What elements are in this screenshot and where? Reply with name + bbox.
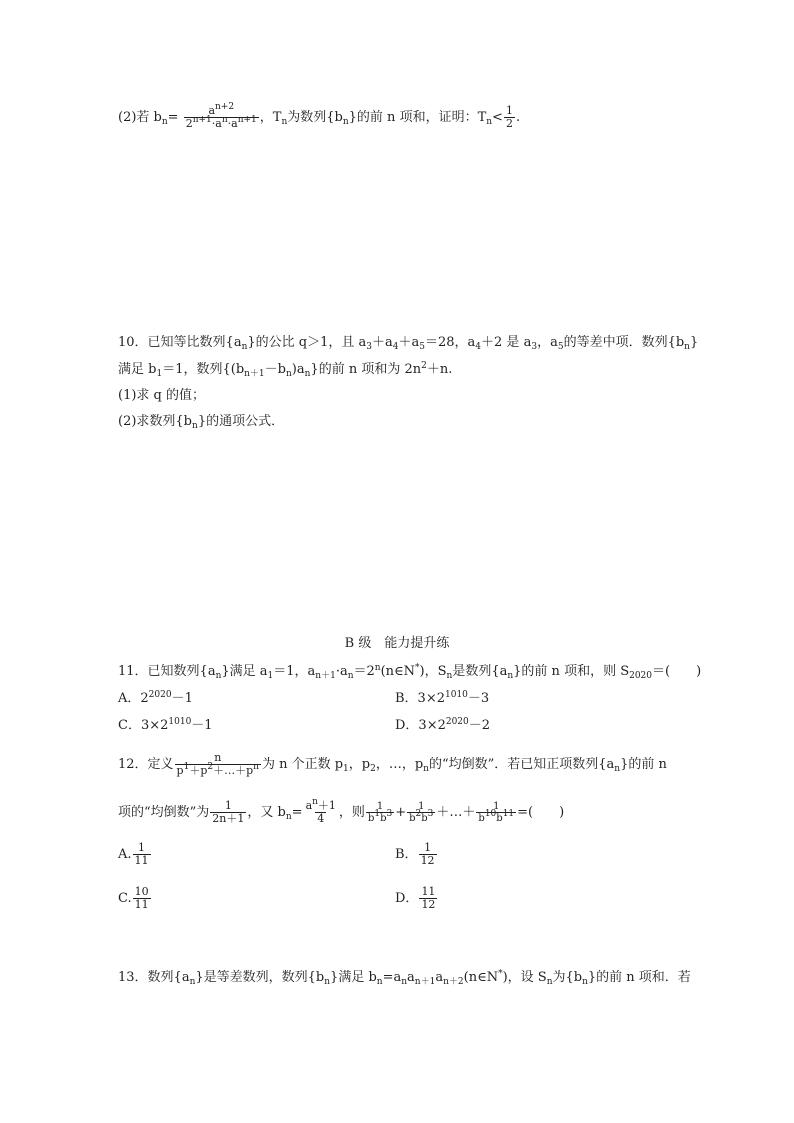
text: 4: [317, 812, 325, 825]
text: B．3×2: [395, 691, 445, 706]
text: }的前 n 项和．若: [587, 970, 691, 985]
text: ＝2: [353, 664, 375, 679]
subscript: n: [684, 342, 690, 352]
superscript: 3: [427, 809, 434, 819]
text: 12: [420, 854, 435, 867]
text: 11．已知数列{a: [118, 664, 216, 679]
text: b: [478, 813, 485, 824]
text: ＋a: [372, 335, 393, 350]
text: }的通项公式．: [197, 414, 285, 429]
text: 11: [134, 898, 149, 911]
superscript: n: [253, 762, 259, 772]
superscript: n: [312, 797, 318, 807]
text: 1: [424, 841, 432, 854]
subscript: n: [507, 671, 514, 681]
subscript: n＋1: [414, 977, 436, 987]
q12-option-d[interactable]: [395, 886, 438, 911]
text: }的前 n 项和为 2n: [310, 362, 422, 377]
subscript: n: [376, 977, 383, 987]
text: (2)求数列{b: [118, 414, 193, 429]
q11-option-b[interactable]: [395, 691, 489, 707]
subscript: n＋2: [443, 977, 464, 987]
subscript: 4: [475, 342, 482, 352]
text: )，S: [419, 664, 447, 679]
subscript: 5: [419, 342, 425, 352]
text: 是数列{a: [452, 664, 508, 679]
superscript: n: [374, 663, 381, 673]
text: 2: [505, 117, 513, 130]
text: ＝28，a: [425, 335, 476, 350]
fraction-def: [175, 752, 261, 777]
text: 12: [421, 898, 436, 911]
text: 10．已知等比数列{a: [118, 335, 242, 350]
text: －2: [468, 718, 491, 733]
text: b: [421, 813, 428, 824]
subscript: n: [446, 671, 453, 681]
text: 为数列{b: [287, 110, 343, 125]
subscript: 2: [370, 764, 376, 774]
text: A.: [118, 847, 132, 862]
superscript: n+1: [192, 115, 212, 125]
text: ，p: [348, 757, 371, 772]
subscript: n: [241, 342, 248, 352]
subscript: n: [614, 764, 621, 774]
superscript: 2: [421, 361, 427, 371]
text: a: [208, 104, 215, 117]
q11-option-a[interactable]: [118, 691, 193, 707]
q11-option-c[interactable]: [118, 718, 213, 734]
text: (n∈N: [463, 970, 499, 985]
text: 为{b: [552, 970, 583, 985]
text: 1: [224, 799, 232, 812]
q13-line1: [118, 970, 691, 986]
text: )a: [291, 362, 305, 377]
superscript: 1010: [445, 690, 468, 700]
fraction: [419, 842, 437, 867]
superscript: n: [221, 115, 228, 125]
fraction: [304, 797, 338, 825]
text: ＝( ): [652, 664, 702, 679]
q9-part2-line: [118, 102, 521, 130]
text: －1: [191, 718, 213, 733]
subscript: n: [546, 977, 553, 987]
q12-line2: 项的“均倒数”为 $\frac{1}{2n+1}$ ，又 $b_n=$ $\frac{a^n+1}{4}$ ，则 $\frac{1}{b^1b^3}$ + $\frac{1}{b^2b^3}$ ＋…＋ $\frac{1}{b^{10}b^{11}}$ =( ): [118, 797, 565, 825]
text: －b: [264, 362, 286, 377]
text: 1: [505, 104, 513, 117]
text: 1: [493, 801, 500, 812]
text: 13．数列{a: [118, 970, 190, 985]
superscript: 1: [183, 762, 190, 772]
superscript: 1: [374, 809, 381, 819]
superscript: 10: [484, 809, 497, 819]
text: =: [167, 110, 179, 125]
subscript: 4: [392, 342, 399, 352]
text: b: [367, 813, 375, 824]
subscript: 5: [557, 342, 564, 352]
q10-line3: (1)求 q 的值；: [118, 388, 206, 403]
q10-line4: [118, 414, 284, 430]
text: n: [214, 751, 222, 764]
text: 2: [185, 117, 193, 130]
subscript: n: [189, 977, 196, 987]
superscript: 2020: [445, 717, 469, 727]
text: }满足 a: [221, 664, 268, 679]
text: ＋1: [317, 799, 336, 812]
section-heading: B 级 能力提升练: [344, 636, 450, 651]
text: ＋2 是 a: [481, 335, 532, 350]
text: }的公比 q＞1，且 a: [247, 335, 367, 350]
text: 项的“均倒数”为: [118, 805, 210, 820]
text: }满足 b: [330, 970, 377, 985]
text: ＋…＋p: [213, 764, 254, 777]
text: }是等差数列，数列{b: [195, 970, 325, 985]
subscript: n: [192, 421, 198, 431]
text: ·a: [211, 117, 222, 130]
text: D．: [395, 891, 419, 906]
text: 11: [134, 854, 149, 867]
fraction: [476, 801, 516, 824]
superscript: n+1: [237, 115, 257, 125]
subscript: n: [347, 671, 354, 681]
text: ＝1，a: [273, 664, 316, 679]
text: =a: [382, 970, 402, 985]
fraction: [407, 801, 435, 824]
subscript: 2020: [629, 671, 653, 681]
subscript: n: [582, 977, 588, 987]
text: }的前 n 项和，证明：T: [348, 110, 487, 125]
superscript: *: [498, 969, 503, 979]
q11-option-d[interactable]: [395, 718, 490, 734]
subscript: n: [281, 117, 288, 127]
text: A．2: [118, 691, 149, 706]
text: 的“均倒数”．若已知正项数列{a: [428, 757, 615, 772]
subscript: n＋1: [244, 369, 265, 379]
text: =: [291, 805, 303, 820]
text: ，a: [537, 335, 558, 350]
text: b: [409, 813, 416, 824]
fraction: [366, 801, 394, 824]
subscript: n: [304, 369, 311, 379]
text: a: [407, 970, 415, 985]
fraction: [210, 800, 246, 825]
superscript: *: [415, 663, 420, 673]
text: ＋a: [398, 335, 420, 350]
text: －3: [467, 691, 490, 706]
subscript: n＋1: [315, 671, 336, 681]
subscript: 1: [343, 764, 349, 774]
superscript: n+2: [215, 102, 235, 112]
subscript: n: [161, 117, 168, 127]
text: }的前 n: [620, 757, 667, 772]
subscript: n: [423, 764, 429, 774]
fraction-bn: [184, 102, 259, 130]
subscript: n: [285, 812, 292, 822]
q11-stem: [118, 664, 701, 680]
superscript: 11: [502, 809, 515, 819]
text: ·a: [335, 664, 348, 679]
fraction: [133, 886, 151, 911]
text: =( ): [517, 805, 565, 820]
superscript: 3: [386, 809, 393, 819]
text: ＋…＋: [436, 805, 476, 820]
text: )，设 S: [502, 970, 547, 985]
text: b: [380, 813, 387, 824]
text: .: [515, 110, 521, 125]
superscript: 2: [415, 809, 422, 819]
q12-line1: [118, 752, 667, 777]
text: 1: [418, 801, 425, 812]
text: 2n＋1: [212, 812, 245, 825]
q12-option-b[interactable]: [395, 842, 438, 867]
subscript: n: [342, 117, 349, 127]
text: 1: [376, 801, 384, 812]
text: a: [305, 799, 313, 812]
text: ，则: [338, 805, 365, 820]
text: }的前 n 项和，则 S: [513, 664, 630, 679]
text: 12．定义: [118, 757, 174, 772]
q10-line1: [118, 335, 698, 351]
text: 11: [421, 885, 436, 898]
text: －1: [171, 691, 193, 706]
text: (2)若 b: [118, 110, 162, 125]
text: 满足 b: [118, 362, 157, 377]
text: ，…，p: [375, 757, 424, 772]
fraction: [419, 886, 437, 911]
subscript: 1: [267, 671, 274, 681]
subscript: n: [486, 117, 493, 127]
text: 为 n 个正数 p: [261, 757, 344, 772]
text: C.: [118, 891, 132, 906]
text: b: [496, 813, 503, 824]
subscript: n: [324, 977, 331, 987]
subscript: n: [286, 369, 292, 379]
subscript: 1: [156, 369, 163, 379]
text: }: [689, 335, 699, 350]
text: ，T: [259, 110, 282, 125]
q10-line2: [118, 362, 452, 378]
text: 1: [138, 841, 146, 854]
text: p: [176, 764, 184, 777]
text: ·a: [227, 117, 238, 130]
q12-option-c[interactable]: [118, 886, 152, 911]
text: ＝1，数列{(b: [162, 362, 245, 377]
text: C．3×2: [118, 718, 169, 733]
fraction-half: [504, 105, 515, 130]
subscript: 3: [531, 342, 538, 352]
superscript: 2020: [148, 690, 172, 700]
text: ，又 b: [247, 805, 286, 820]
subscript: n: [215, 671, 222, 681]
text: 的等差中项．数列{b: [563, 335, 685, 350]
text: B．: [395, 847, 418, 862]
text: 10: [134, 885, 149, 898]
text: D．3×2: [395, 718, 446, 733]
q12-option-a[interactable]: [118, 842, 152, 867]
text: ＋n.: [426, 362, 453, 377]
superscript: 2: [207, 762, 214, 772]
text: (n∈N: [380, 664, 416, 679]
text: a: [435, 970, 444, 985]
fraction: [133, 842, 151, 867]
subscript: 3: [366, 342, 372, 352]
superscript: 1010: [168, 717, 192, 727]
text: ＋p: [189, 764, 208, 777]
subscript: n: [401, 977, 408, 987]
text: <: [492, 110, 503, 125]
